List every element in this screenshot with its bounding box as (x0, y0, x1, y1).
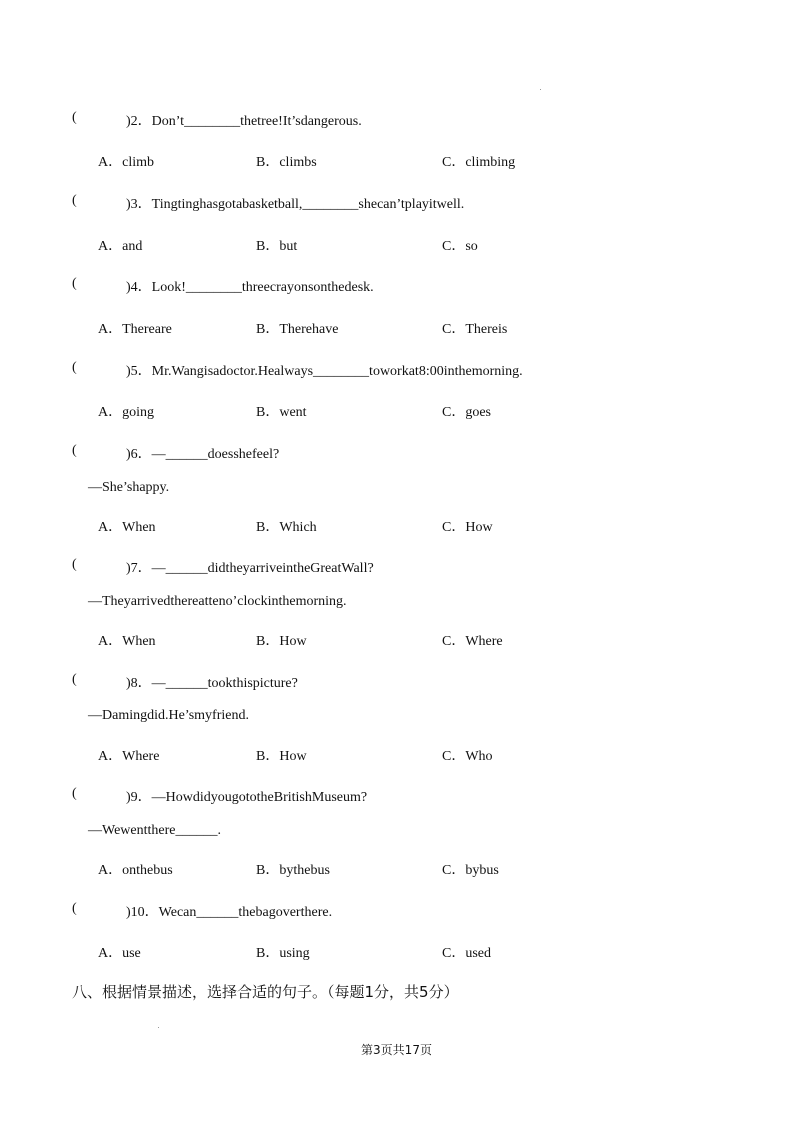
answer-paren[interactable]: ( (72, 443, 77, 458)
option-c[interactable]: C．used (442, 946, 491, 961)
answer-paren[interactable]: ( (72, 786, 77, 801)
answer-paren[interactable]: ( (72, 672, 77, 687)
option-c[interactable]: C．How (442, 520, 493, 535)
question-text: )4．Look!________threecrayonsonthedesk. (126, 280, 374, 295)
option-c[interactable]: C．bybus (442, 863, 499, 878)
option-a[interactable]: A．climb (98, 155, 154, 170)
option-a[interactable]: A．When (98, 520, 156, 535)
question-text: )10．Wecan______thebagoverthere. (126, 905, 333, 920)
option-c[interactable]: C．so (442, 239, 478, 254)
option-b[interactable]: B．How (256, 634, 307, 649)
option-c[interactable]: C．climbing (442, 155, 516, 170)
option-b[interactable]: B．climbs (256, 155, 317, 170)
option-a[interactable]: A．onthebus (98, 863, 173, 878)
option-a[interactable]: A．Where (98, 749, 160, 764)
option-a[interactable]: A．and (98, 239, 143, 254)
option-b[interactable]: B．Which (256, 520, 317, 535)
section-heading: 八、根据情景描述，选择合适的句子。（每题1分，共5分） (72, 983, 459, 1001)
dialogue-reply: —Theyarrivedthereatteno’clockinthemorning. (88, 594, 347, 609)
option-a[interactable]: A．When (98, 634, 156, 649)
question-text: )3．Tingtinghasgotabasketball,________shecan’tplayitwell. (126, 197, 465, 212)
option-c[interactable]: C．Thereis (442, 322, 508, 337)
option-b[interactable]: B．bythebus (256, 863, 330, 878)
dialogue-reply: —Damingdid.He’smyfriend. (88, 708, 249, 723)
option-b[interactable]: B．but (256, 239, 298, 254)
option-a[interactable]: A．going (98, 405, 154, 420)
dialogue-reply: —She’shappy. (88, 480, 170, 495)
page-footer: 第3页共17页 (361, 1043, 432, 1057)
answer-paren[interactable]: ( (72, 276, 77, 291)
question-text: )8．—______tookthispicture? (126, 676, 298, 691)
option-a[interactable]: A．Thereare (98, 322, 172, 337)
question-text: )5．Mr.Wangisadoctor.Healways________toworkat8:00inthemorning. (126, 364, 523, 379)
option-b[interactable]: B．using (256, 946, 310, 961)
question-text: )2．Don’t________thetree!It’sdangerous. (126, 114, 362, 129)
answer-paren[interactable]: ( (72, 110, 77, 125)
question-text: )7．—______didtheyarriveintheGreatWall? (126, 561, 374, 576)
question-text: )9．—HowdidyougototheBritishMuseum? (126, 790, 368, 805)
question-text: )6．—______doesshefeel? (126, 447, 280, 462)
speck-mark (540, 89, 541, 90)
option-c[interactable]: C．goes (442, 405, 491, 420)
option-b[interactable]: B．went (256, 405, 307, 420)
option-b[interactable]: B．Therehave (256, 322, 339, 337)
dialogue-reply: —Wewentthere______. (88, 823, 221, 838)
answer-paren[interactable]: ( (72, 557, 77, 572)
answer-paren[interactable]: ( (72, 193, 77, 208)
option-c[interactable]: C．Where (442, 634, 503, 649)
option-c[interactable]: C．Who (442, 749, 493, 764)
speck-mark (158, 1027, 159, 1028)
answer-paren[interactable]: ( (72, 901, 77, 916)
option-a[interactable]: A．use (98, 946, 141, 961)
option-b[interactable]: B．How (256, 749, 307, 764)
answer-paren[interactable]: ( (72, 360, 77, 375)
